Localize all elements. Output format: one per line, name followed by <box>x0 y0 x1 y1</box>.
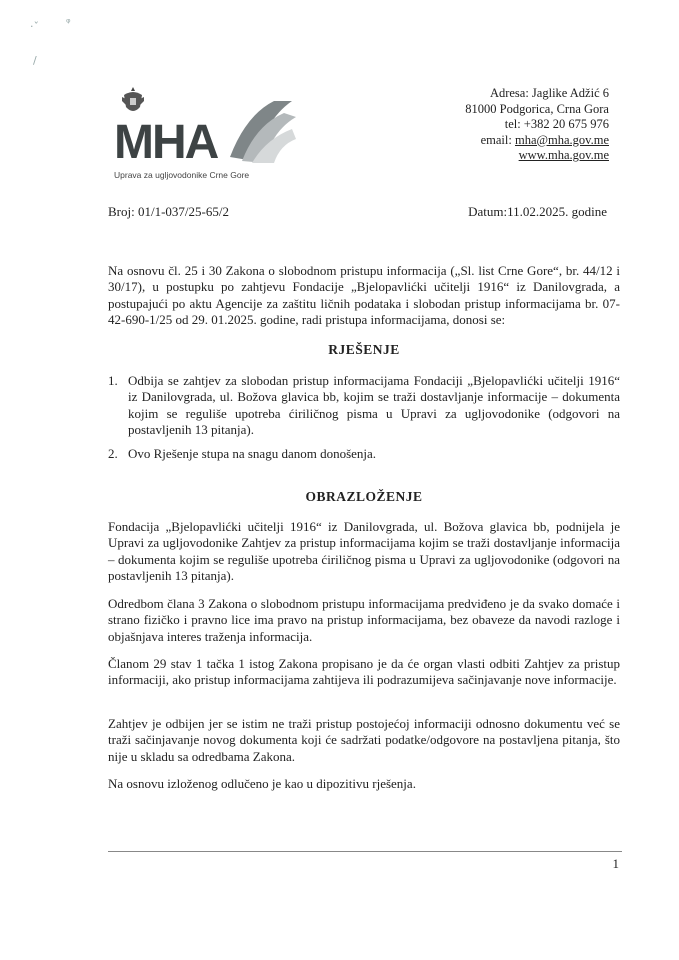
footer-divider <box>108 851 622 852</box>
item-number: 2. <box>108 446 118 461</box>
reasoning-paragraph: Odredbom člana 3 Zakona o slobodnom pristupu informacijama predviđeno je da svako domaće i strano fizičko i pravno lice ima pravo na pristup informacijama, bez obaveze da navodi razloge i objašnjava interes traženja informacija. <box>108 596 620 644</box>
reasoning-paragraph: Članom 29 stav 1 tačka 1 istog Zakona propisano je da će organ vlasti odbiti Zahtjev za pristup informaciji, ako pristup informacijama zahtijeva ili podrazumijeva sačinjavanje nove informacije. <box>108 656 620 688</box>
reasoning-paragraph: Fondacija „Bjelopavlićki učitelji 1916“ iz Danilovgrada, ul. Božova glavica bb, podnijela je Upravi za ugljovodonike Zahtjev za pristup informacijama kojim se traži dostavljanje informacija – dokumenta kojim se reguliše upotreba ćiriličnog pisma u Upravi za ugljovodonike (odgovori na postavljenih 13 pitanja). <box>108 519 620 583</box>
intro-paragraph: Na osnovu čl. 25 i 30 Zakona o slobodnom pristupu informacija („Sl. list Crne Gore“, br. 44/12 i 30/17), u postupku po zahtjevu Fondacije „Bjelopavlićki učitelji 1916“ iz Danilovgrada, a postupajući po aktu Agencije za zaštitu ličnih podataka i slobodan pristup informacijama br. 07-42-690-1/25 od 29. 01.2025. godine, radi pristupa informacijama, donosi se: <box>108 263 620 327</box>
logo-waves-icon <box>226 95 298 167</box>
logo-wordmark: MHA <box>114 116 218 169</box>
website-link[interactable]: www.mha.gov.me <box>518 148 609 162</box>
item-number: 1. <box>108 373 118 388</box>
scan-mark: / <box>33 54 37 67</box>
reasoning-heading: OBRAZLOŽENJE <box>305 489 423 504</box>
document-date: Datum:11.02.2025. godine <box>468 204 607 219</box>
decision-item <box>108 373 620 438</box>
decision-heading: RJEŠENJE <box>328 342 400 357</box>
email-link[interactable]: mha@mha.gov.me <box>514 132 609 147</box>
item-text: Ovo Rješenje stupa na snagu danom donošenja. <box>128 446 377 461</box>
address-email-row <box>465 133 609 149</box>
page-number: 1 <box>612 856 619 871</box>
address-phone: tel: +382 20 675 976 <box>504 117 609 131</box>
scan-mark: ·ˇ <box>30 20 39 33</box>
logo-subtitle: Uprava za ugljovodonike Crne Gore <box>114 170 250 180</box>
reasoning-paragraph: Na osnovu izloženog odlučeno je kao u dipozitivu rješenja. <box>108 776 416 791</box>
crest-icon <box>120 85 146 117</box>
address-city: 81000 Podgorica, Crna Gora <box>465 101 609 116</box>
agency-logo <box>108 85 298 185</box>
decision-item <box>108 446 620 462</box>
reference-number: Broj: 01/1-037/25-65/2 <box>108 204 229 219</box>
item-text: Odbija se zahtjev za slobodan pristup informacijama Fondaciji „Bjelopavlićki učitelji 1916“ iz Danilovgrada, ul. Božova glavica bb, kojim se traži dostavljanje informacije – dokumenta kojim se reguliše upotreba ćiriličnog pisma u Upravi za ugljovodonike (odgovori na postavljenih 13 pitanja). <box>128 373 620 437</box>
email-label: email: <box>480 132 515 147</box>
scan-mark: ᵠ <box>66 16 71 29</box>
address-street: Adresa: Jaglike Adžić 6 <box>489 86 609 100</box>
reasoning-paragraph: Zahtjev je odbijen jer se istim ne traži pristup postojećoj informaciji odnosno dokumentu već se traži sačinjavanje novog dokumenta koji će sadržati podatke/odgovore na postavljena pitanja, što nije u skladu sa odredbama Zakona. <box>108 716 620 764</box>
address-block <box>465 86 609 164</box>
